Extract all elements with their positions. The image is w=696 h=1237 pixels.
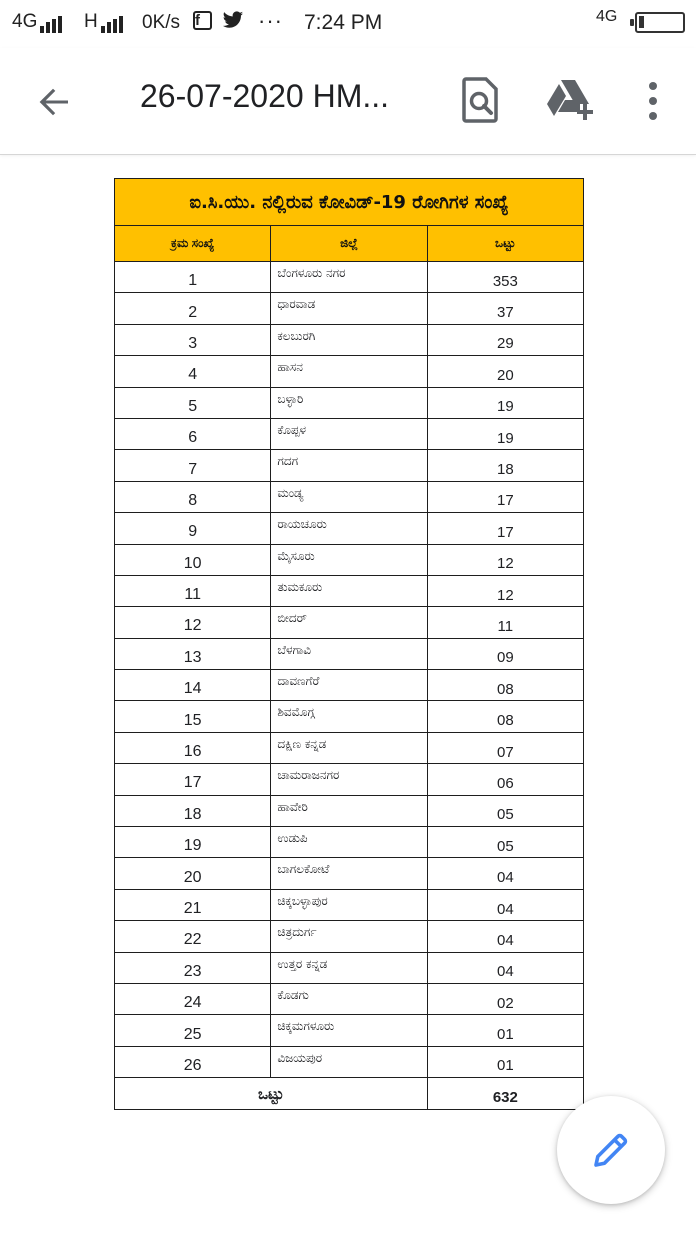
battery-icon — [635, 12, 685, 33]
table-row — [115, 732, 584, 763]
row-count: 07 — [427, 732, 583, 763]
row-district: ಮಂಡ್ಯ — [271, 481, 427, 512]
row-district: ಬಳ್ಳಾರಿ — [271, 387, 427, 418]
more-notifications-icon: ··· — [258, 8, 283, 33]
row-serial-no: 10 — [115, 544, 271, 575]
header-total: ಒಟ್ಟು — [427, 226, 583, 262]
row-serial-no: 26 — [115, 1046, 271, 1077]
app-toolbar — [0, 48, 696, 155]
row-district: ಮೈಸೂರು — [271, 544, 427, 575]
table-row — [115, 670, 584, 701]
table-row — [115, 418, 584, 449]
row-count: 05 — [427, 795, 583, 826]
table-row — [115, 387, 584, 418]
network-4g-right: 4G — [596, 8, 618, 25]
network-4g-indicator — [12, 11, 62, 33]
row-district: ದಾವಣಗೆರೆ — [271, 670, 427, 701]
table-row — [115, 450, 584, 481]
row-count: 19 — [427, 387, 583, 418]
row-district: ಗದಗ — [271, 450, 427, 481]
drive-add-icon[interactable] — [547, 78, 597, 122]
row-serial-no: 15 — [115, 701, 271, 732]
table-row — [115, 262, 584, 293]
row-serial-no: 9 — [115, 513, 271, 544]
row-district: ಧಾರವಾಡ — [271, 293, 427, 324]
table-row — [115, 481, 584, 512]
twitter-icon — [222, 11, 244, 30]
row-district: ದಕ್ಷಿಣ ಕನ್ನಡ — [271, 732, 427, 763]
row-count: 04 — [427, 921, 583, 952]
table-row — [115, 638, 584, 669]
row-district: ಚಿಕ್ಕಬಳ್ಳಾಪುರ — [271, 889, 427, 920]
row-count: 01 — [427, 1046, 583, 1077]
signal-bars-icon — [101, 16, 123, 33]
table-row — [115, 921, 584, 952]
row-count: 37 — [427, 293, 583, 324]
row-serial-no: 17 — [115, 764, 271, 795]
row-district: ಹಾವೇರಿ — [271, 795, 427, 826]
table-row — [115, 575, 584, 606]
row-count: 04 — [427, 889, 583, 920]
row-serial-no: 4 — [115, 356, 271, 387]
row-serial-no: 18 — [115, 795, 271, 826]
data-speed: 0K/s — [142, 12, 181, 33]
row-district: ಕಲಬುರಗಿ — [271, 324, 427, 355]
row-count: 19 — [427, 418, 583, 449]
table-row — [115, 293, 584, 324]
table-title: ಐ.ಸಿ.ಯು. ನಲ್ಲಿರುವ ಕೋವಿಡ್-19 ರೋಗಿಗಳ ಸಂಖ್ಯೆ — [115, 179, 584, 226]
row-serial-no: 11 — [115, 575, 271, 606]
total-label: ಒಟ್ಟು — [115, 1078, 428, 1110]
row-district: ಚಿಕ್ಕಮಗಳೂರು — [271, 1015, 427, 1046]
row-district: ಬಾಗಲಕೋಟೆ — [271, 858, 427, 889]
row-serial-no: 14 — [115, 670, 271, 701]
row-count: 04 — [427, 858, 583, 889]
row-district: ಉಡುಪಿ — [271, 827, 427, 858]
row-serial-no: 1 — [115, 262, 271, 293]
row-serial-no: 2 — [115, 293, 271, 324]
row-serial-no: 12 — [115, 607, 271, 638]
row-district: ಚಿತ್ರದುರ್ಗ — [271, 921, 427, 952]
header-district: ಜಿಲ್ಲೆ — [271, 226, 427, 262]
table-row — [115, 513, 584, 544]
row-count: 08 — [427, 701, 583, 732]
row-serial-no: 25 — [115, 1015, 271, 1046]
row-count: 01 — [427, 1015, 583, 1046]
row-count: 12 — [427, 544, 583, 575]
table-row — [115, 795, 584, 826]
row-serial-no: 6 — [115, 418, 271, 449]
network-h-indicator — [84, 11, 123, 33]
row-serial-no: 24 — [115, 983, 271, 1014]
table-header-row — [115, 226, 584, 262]
search-in-document-icon[interactable] — [460, 76, 500, 124]
row-serial-no: 23 — [115, 952, 271, 983]
row-district: ಚಾಮರಾಜನಗರ — [271, 764, 427, 795]
row-count: 06 — [427, 764, 583, 795]
table-row — [115, 952, 584, 983]
row-serial-no: 22 — [115, 921, 271, 952]
table-row — [115, 827, 584, 858]
table-row — [115, 1046, 584, 1077]
table-body — [115, 262, 584, 1078]
table-row — [115, 701, 584, 732]
table-row — [115, 544, 584, 575]
row-district: ರಾಯಚೂರು — [271, 513, 427, 544]
row-serial-no: 7 — [115, 450, 271, 481]
row-count: 17 — [427, 513, 583, 544]
row-district: ಬೀದರ್ — [271, 607, 427, 638]
row-district: ವಿಜಯಪುರ — [271, 1046, 427, 1077]
table-row — [115, 983, 584, 1014]
total-row — [115, 1078, 584, 1110]
row-serial-no: 20 — [115, 858, 271, 889]
table-row — [115, 858, 584, 889]
table-row — [115, 764, 584, 795]
row-serial-no: 16 — [115, 732, 271, 763]
header-serial-no: ಕ್ರಮ ಸಂಖ್ಯೆ — [115, 226, 271, 262]
row-district: ಉತ್ತರ ಕನ್ನಡ — [271, 952, 427, 983]
back-arrow-icon[interactable] — [32, 80, 76, 124]
row-serial-no: 3 — [115, 324, 271, 355]
table-row — [115, 356, 584, 387]
total-value: 632 — [427, 1078, 583, 1110]
row-district: ಬೆಳಗಾವಿ — [271, 638, 427, 669]
edit-fab-button[interactable] — [557, 1096, 665, 1204]
row-count: 05 — [427, 827, 583, 858]
row-district: ಕೊಪ್ಪಳ — [271, 418, 427, 449]
table-row — [115, 1015, 584, 1046]
network-label: 4G — [12, 11, 38, 32]
table-row — [115, 889, 584, 920]
document-page — [114, 178, 584, 1110]
row-serial-no: 13 — [115, 638, 271, 669]
row-serial-no: 8 — [115, 481, 271, 512]
row-count: 02 — [427, 983, 583, 1014]
table-row — [115, 324, 584, 355]
status-bar — [0, 0, 696, 48]
row-count: 09 — [427, 638, 583, 669]
table-title-row — [115, 179, 584, 226]
row-count: 353 — [427, 262, 583, 293]
document-title: 26-07-2020 HM... — [140, 78, 390, 114]
facebook-icon: f — [193, 11, 212, 30]
signal-bars-icon — [40, 16, 62, 33]
row-count: 08 — [427, 670, 583, 701]
row-count: 11 — [427, 607, 583, 638]
row-district: ಕೊಡಗು — [271, 983, 427, 1014]
row-serial-no: 5 — [115, 387, 271, 418]
row-count: 29 — [427, 324, 583, 355]
row-count: 20 — [427, 356, 583, 387]
row-serial-no: 19 — [115, 827, 271, 858]
row-district: ತುಮಕೂರು — [271, 575, 427, 606]
network-label: H — [84, 11, 98, 32]
row-count: 12 — [427, 575, 583, 606]
row-count: 17 — [427, 481, 583, 512]
row-count: 04 — [427, 952, 583, 983]
row-count: 18 — [427, 450, 583, 481]
edit-pencil-icon — [591, 1130, 631, 1170]
row-district: ಶಿವಮೊಗ್ಗ — [271, 701, 427, 732]
clock: 7:24 PM — [304, 11, 383, 34]
row-district: ಬೆಂಗಳೂರು ನಗರ — [271, 262, 427, 293]
icu-patients-table — [114, 178, 584, 1110]
more-vert-icon[interactable] — [638, 78, 668, 124]
row-district: ಹಾಸನ — [271, 356, 427, 387]
row-serial-no: 21 — [115, 889, 271, 920]
table-row — [115, 607, 584, 638]
